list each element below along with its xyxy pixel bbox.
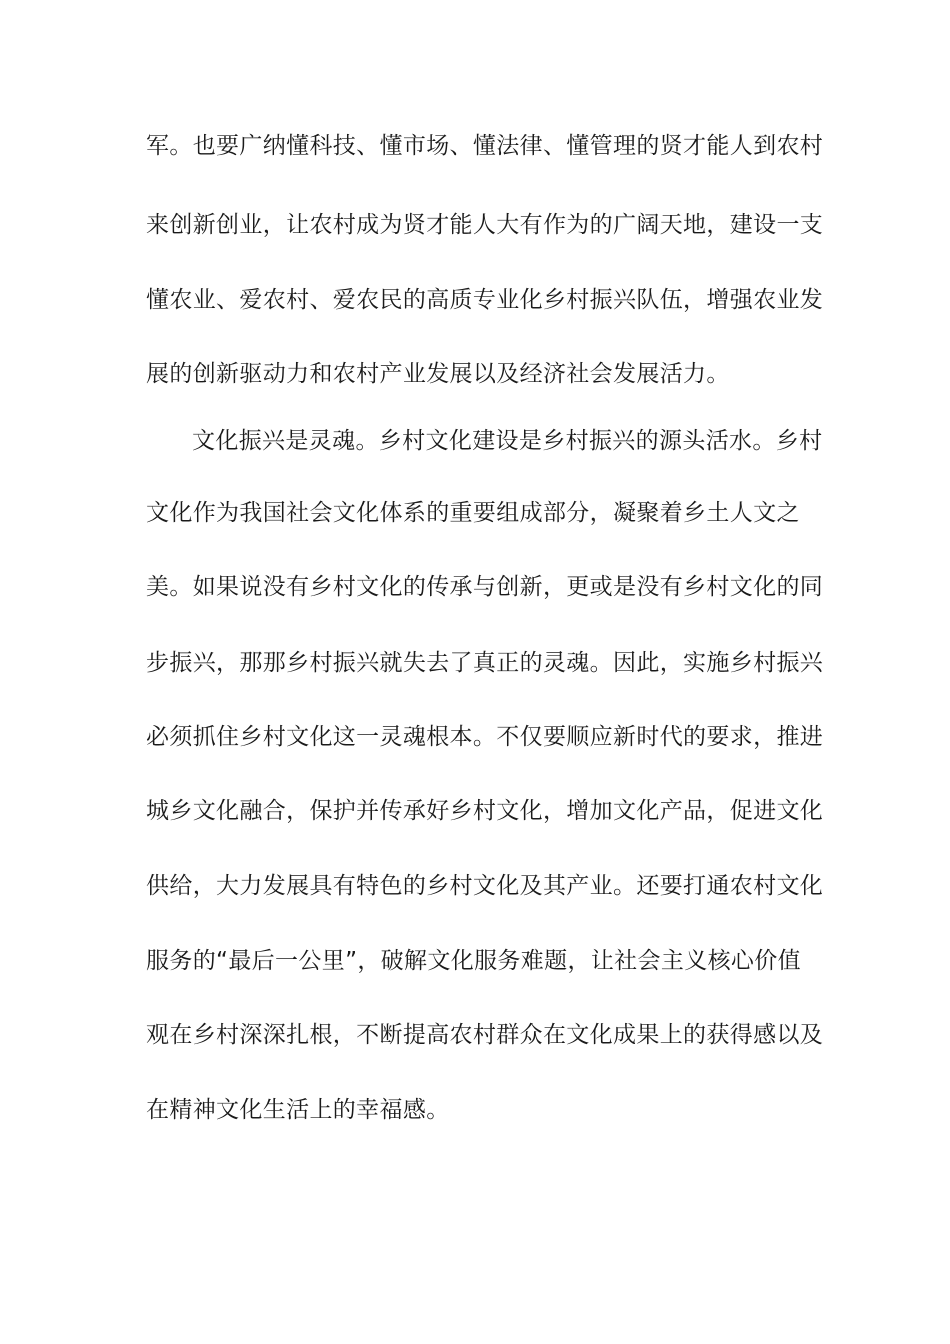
text-line: 在精神文化生活上的幸福感。 bbox=[146, 1097, 450, 1123]
text-line: 来创新创业，让农村成为贤才能人大有作为的广阔天地，建设一支 bbox=[146, 212, 824, 238]
text-line: 必须抓住乡村文化这一灵魂根本。不仅要顺应新时代的要求，推进 bbox=[146, 724, 824, 750]
text-line: 城乡文化融合，保护并传承好乡村文化，增加文化产品，促进文化 bbox=[146, 798, 824, 824]
text-line: 服务的“最后一公里”，破解文化服务难题，让社会主义核心价值 bbox=[146, 948, 801, 974]
text-line: 美。如果说没有乡村文化的传承与创新，更或是没有乡村文化的同 bbox=[146, 574, 824, 600]
text-line: 观在乡村深深扎根，不断提高农村群众在文化成果上的获得感以及 bbox=[146, 1022, 824, 1048]
text-line: 展的创新驱动力和农村产业发展以及经济社会发展活力。 bbox=[146, 361, 730, 387]
text-line: 文化作为我国社会文化体系的重要组成部分，凝聚着乡土人文之 bbox=[146, 500, 800, 526]
text-line: 步振兴，那那乡村振兴就失去了真正的灵魂。因此，实施乡村振兴 bbox=[146, 650, 824, 676]
text-line: 懂农业、爱农村、爱农民的高质专业化乡村振兴队伍，增强农业发 bbox=[146, 287, 824, 313]
paragraph-start-line: 文化振兴是灵魂。乡村文化建设是乡村振兴的源头活水。乡村 bbox=[192, 428, 823, 454]
text-line: 供给，大力发展具有特色的乡村文化及其产业。还要打通农村文化 bbox=[146, 873, 824, 899]
text-line: 军。也要广纳懂科技、懂市场、懂法律、懂管理的贤才能人到农村 bbox=[146, 133, 824, 159]
